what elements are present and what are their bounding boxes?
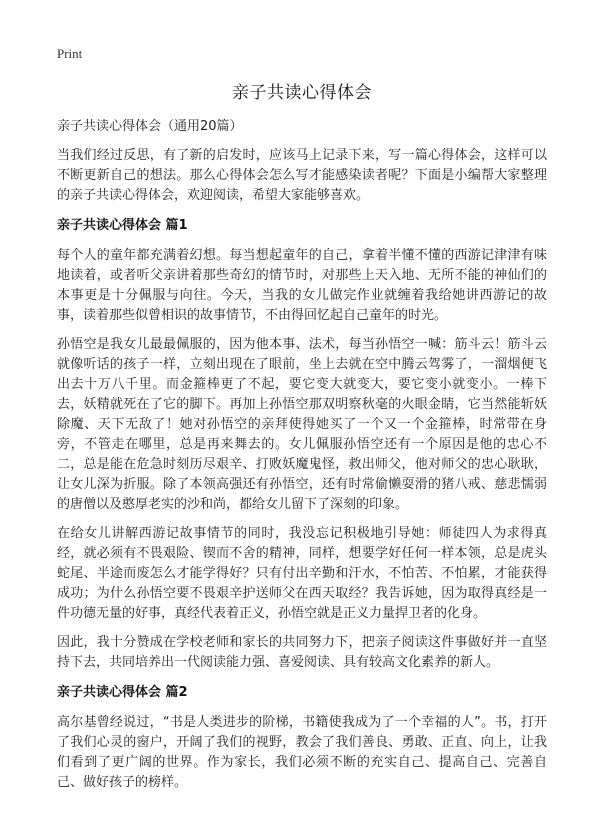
intro-paragraph: 当我们经过反思，有了新的启发时，应该马上记录下来，写一篇心得体会，这样可以不断更新自己的想法。那么心得体会怎么写才能感染读者呢？下面是小编帮大家整理的亲子共读心得体会，欢迎阅读，希望大家能够喜欢。 — [57, 148, 547, 203]
page-title: 亲子共读心得体会 — [232, 83, 372, 103]
subtitle: 亲子共读心得体会（通用20篇） — [57, 119, 243, 134]
section-heading: 亲子共读心得体会 篇2 — [57, 685, 188, 700]
paragraph: 在给女儿讲解西游记故事情节的同时，我没忘记积极地引导她：师徒四人为求得真经，就必须有不畏艰险、锲而不舍的精神，同样，想要学好任何一样本领，总是虎头蛇尾、半途而废怎么才能学得好？只有付出辛勤和汗水，不怕苦、不怕累，才能获得成功；为什么孙悟空要不畏艰辛护送师父在西天取经？我告诉她，因为取得真经是一件功德无量的好事，真经代表着正义，孙悟空就是正义力量捍卫者的化身。 — [57, 526, 547, 621]
paragraph: 高尔基曾经说过，“书是人类进步的阶梯，书籍使我成为了一个幸福的人”。书，打开了我们心灵的窗户，开阔了我们的视野，教会了我们善良、勇敢、正直、向上，让我们看到了更广阔的世界。作为家长，我们必须不断的充实自己、提高自己、完善自己、做好孩子的榜样。 — [57, 715, 547, 790]
paragraph: 因此，我十分赞成在学校老师和家长的共同努力下，把亲子阅读这件事做好并一直坚持下去，共同培养出一代阅读能力强、喜爱阅读、具有较高文化素养的新人。 — [57, 635, 547, 670]
article — [57, 78, 547, 802]
paragraph: 每个人的童年都充满着幻想。每当想起童年的自己，拿着半懂不懂的西游记津津有味地读着，或者听父亲讲着那些奇幻的情节时，对那些上天入地、无所不能的神仙们的本事更是十分佩服与向往。今天，当我的女儿做完作业就缠着我给她讲西游记的故事，读着那些似曾相识的故事情节，不由得回忆起自己童年的时光。 — [57, 248, 547, 323]
print-link[interactable]: Print — [57, 46, 83, 61]
section-heading: 亲子共读心得体会 篇1 — [57, 218, 188, 233]
paragraph: 孙悟空是我女儿最最佩服的，因为他本事、法术，每当孙悟空一喊：筋斗云！筋斗云就像听话的孩子一样，立刻出现在了眼前，坐上去就在空中腾云驾雾了，一溜烟便飞出去十万八千里。而金箍棒更了不起，要它变大就变大，要它变小就变小。一棒下去，妖精就死在了它的脚下。再加上孙悟空那双明察秋毫的火眼金睛，它当然能斩妖除魔、天下无敌了！她对孙悟空的亲拜使得她买了一个又一个金箍棒，时常带在身旁，不管走在哪里，总是再来舞去的。女儿佩服孙悟空还有一个原因是他的忠心不二，总是能在危急时刻历尽艰辛、打败妖魔鬼怪，救出师父，他对师父的忠心耿耿，让女儿深为折服。除了本领高强还有孙悟空，还有时常偷懒耍滑的猪八戒、慈悲懦弱的唐僧以及憨厚老实的沙和尚，都给女儿留下了深刻的印象。 — [57, 337, 547, 512]
